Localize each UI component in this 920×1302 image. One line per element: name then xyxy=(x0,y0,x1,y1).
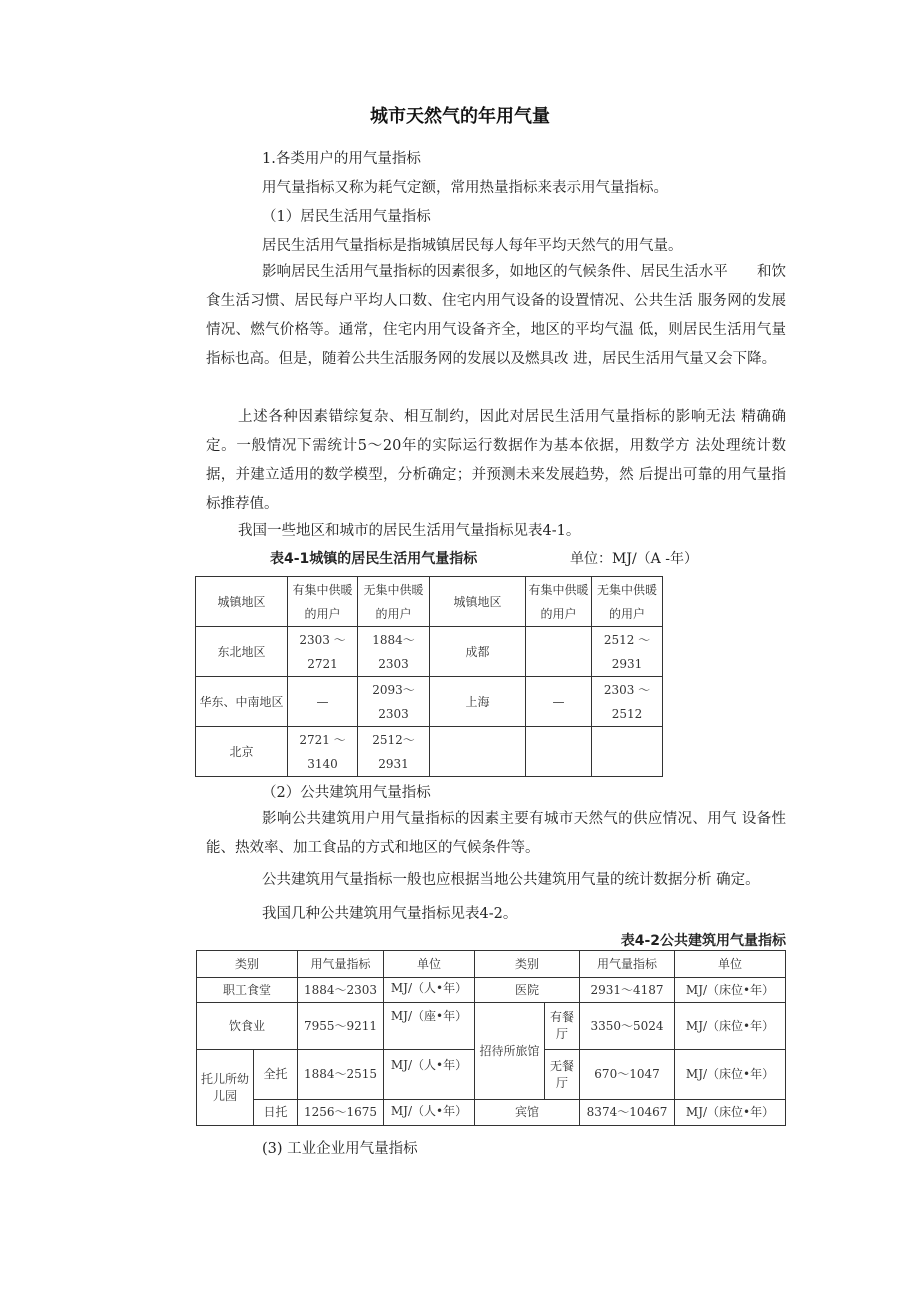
table-cell: 2303 〜 2721 xyxy=(288,627,358,677)
table-cell: 成都 xyxy=(430,627,526,677)
table-cell: — xyxy=(288,677,358,727)
table-cell: 3350〜5024 xyxy=(580,1003,675,1050)
table-cell xyxy=(384,1050,475,1100)
definition-text: 居民生活用气量指标是指城镇居民每人每年平均天然气的用气量。 xyxy=(262,238,683,254)
unit-cell: MJ/（座•年） xyxy=(390,1009,468,1023)
paragraph-public-factors: 影响公共建筑用户用气量指标的因素主要有城市天然气的供应情况、用气 设备性能、热效率、加工食品的方式和地区的气候条件等。 xyxy=(206,811,786,856)
unit-cell: MJ/（人•年） xyxy=(390,1057,468,1072)
section-heading: 1.各类用户的用气量指标 xyxy=(262,151,421,167)
table-row xyxy=(196,727,663,777)
table-cell: MJ/（床位•年） xyxy=(675,1003,786,1050)
subheading-industrial: (3) 工业企业用气量指标 xyxy=(262,1141,418,1157)
header-cell: 有集中供暖的用户 xyxy=(288,577,358,627)
table1-reference: 我国一些地区和城市的居民生活用气量指标见表4-1。 xyxy=(238,523,581,539)
table-cell: 华东、中南地区 xyxy=(196,677,288,727)
public-building-gas-table xyxy=(196,950,786,1126)
table-cell xyxy=(526,727,592,777)
table-cell: MJ/（床位•年） xyxy=(675,1050,786,1100)
table-cell: 2093〜2303 xyxy=(358,677,430,727)
table-cell: 全托 xyxy=(254,1050,298,1100)
table-cell: 北京 xyxy=(196,727,288,777)
table-cell: 2721 〜 3140 xyxy=(288,727,358,777)
page-title: 城市天然气的年用气量 xyxy=(370,106,550,127)
paragraph-public-method: 公共建筑用气量指标一般也应根据当地公共建筑用气量的统计数据分析 确定。 xyxy=(262,872,760,888)
header-cell: 城镇地区 xyxy=(430,577,526,627)
table-cell: 饮食业 xyxy=(197,1003,298,1050)
table-row xyxy=(197,978,786,1003)
table-cell: 日托 xyxy=(254,1100,298,1126)
header-cell: 用气量指标 xyxy=(298,951,384,978)
subheading-public: （2）公共建筑用气量指标 xyxy=(262,785,431,801)
header-cell: 城镇地区 xyxy=(196,577,288,627)
table1-caption: 表4-1城镇的居民生活用气量指标 xyxy=(270,551,478,567)
table-cell: 2512〜2931 xyxy=(358,727,430,777)
table2-caption: 表4-2公共建筑用气量指标 xyxy=(620,933,786,949)
table-row xyxy=(197,1003,786,1050)
table-cell: 8374〜10467 xyxy=(580,1100,675,1126)
table-cell: 2931〜4187 xyxy=(580,978,675,1003)
header-cell: 无集中供暖的用户 xyxy=(592,577,663,627)
table-row xyxy=(196,627,663,677)
residential-gas-table xyxy=(195,576,663,777)
unit-cell: MJ/（人•年） xyxy=(390,1103,468,1118)
table-cell: 1256〜1675 xyxy=(298,1100,384,1126)
table-cell: 东北地区 xyxy=(196,627,288,677)
table-cell xyxy=(384,978,475,1003)
table-cell: — xyxy=(526,677,592,727)
paragraph-statistics: 上述各种因素错综复杂、相互制约，因此对居民生活用气量指标的影响无法 精确确定。一般情况下需统计5〜20年的实际运行数据作为基本依据，用数学方 法处理统计数据，并建立适用的数学模型，分析确定；并预测未来发展趋势，然 后提出可靠的用气量指标推荐值。 xyxy=(206,409,786,512)
unit-cell: MJ/（人•年） xyxy=(390,981,468,995)
header-cell: 单位 xyxy=(384,951,475,978)
table1-unit: 单位：MJ/（A -年） xyxy=(570,551,698,567)
paragraph-factors: 影响居民生活用气量指标的因素很多，如地区的气候条件、居民生活水平 和饮食生活习惯、居民每户平均人口数、住宅内用气设备的设置情况、公共生活 服务网的发展情况、燃气价格等。通常，住宅内用气设备齐全，地区的平均气温 低，则居民生活用气量指标也高。但是，随着公共生活服务网的发展以及燃具改 进，居民生活用气量又会下降。 xyxy=(206,264,786,367)
table-cell xyxy=(526,627,592,677)
header-cell: 单位 xyxy=(675,951,786,978)
table-cell: 7955〜9211 xyxy=(298,1003,384,1050)
table-header-row xyxy=(197,951,786,978)
header-cell: 用气量指标 xyxy=(580,951,675,978)
table-cell: 1884〜2515 xyxy=(298,1050,384,1100)
table-row xyxy=(196,677,663,727)
table-cell xyxy=(592,727,663,777)
table-header-row xyxy=(196,577,663,627)
table-row xyxy=(197,1100,786,1126)
subheading-residential: （1）居民生活用气量指标 xyxy=(262,209,431,225)
header-cell: 类别 xyxy=(475,951,580,978)
table-cell: 无餐厅 xyxy=(545,1050,580,1100)
table-cell xyxy=(384,1100,475,1126)
table-cell: MJ/（床位•年） xyxy=(675,1100,786,1126)
table-cell: 招待所旅馆 xyxy=(475,1003,545,1100)
table-cell: 1884〜2303 xyxy=(298,978,384,1003)
header-cell: 有集中供暖的用户 xyxy=(526,577,592,627)
intro-text: 用气量指标又称为耗气定额，常用热量指标来表示用气量指标。 xyxy=(262,180,668,196)
table-cell xyxy=(430,727,526,777)
header-cell: 类别 xyxy=(197,951,298,978)
table-cell xyxy=(384,1003,475,1050)
table-cell: 2303 〜 2512 xyxy=(592,677,663,727)
table-cell: 医院 xyxy=(475,978,580,1003)
table-cell: 宾馆 xyxy=(475,1100,580,1126)
table-cell: 托儿所幼儿园 xyxy=(197,1050,254,1126)
table-cell: 职工食堂 xyxy=(197,978,298,1003)
table-cell: 上海 xyxy=(430,677,526,727)
table-cell: 2512 〜 2931 xyxy=(592,627,663,677)
table2-reference: 我国几种公共建筑用气量指标见表4-2。 xyxy=(262,906,518,922)
header-cell: 无集中供暖的用户 xyxy=(358,577,430,627)
table-cell: 1884〜2303 xyxy=(358,627,430,677)
table-cell: 有餐厅 xyxy=(545,1003,580,1050)
table-cell: 670〜1047 xyxy=(580,1050,675,1100)
table-cell: MJ/（床位•年） xyxy=(675,978,786,1003)
